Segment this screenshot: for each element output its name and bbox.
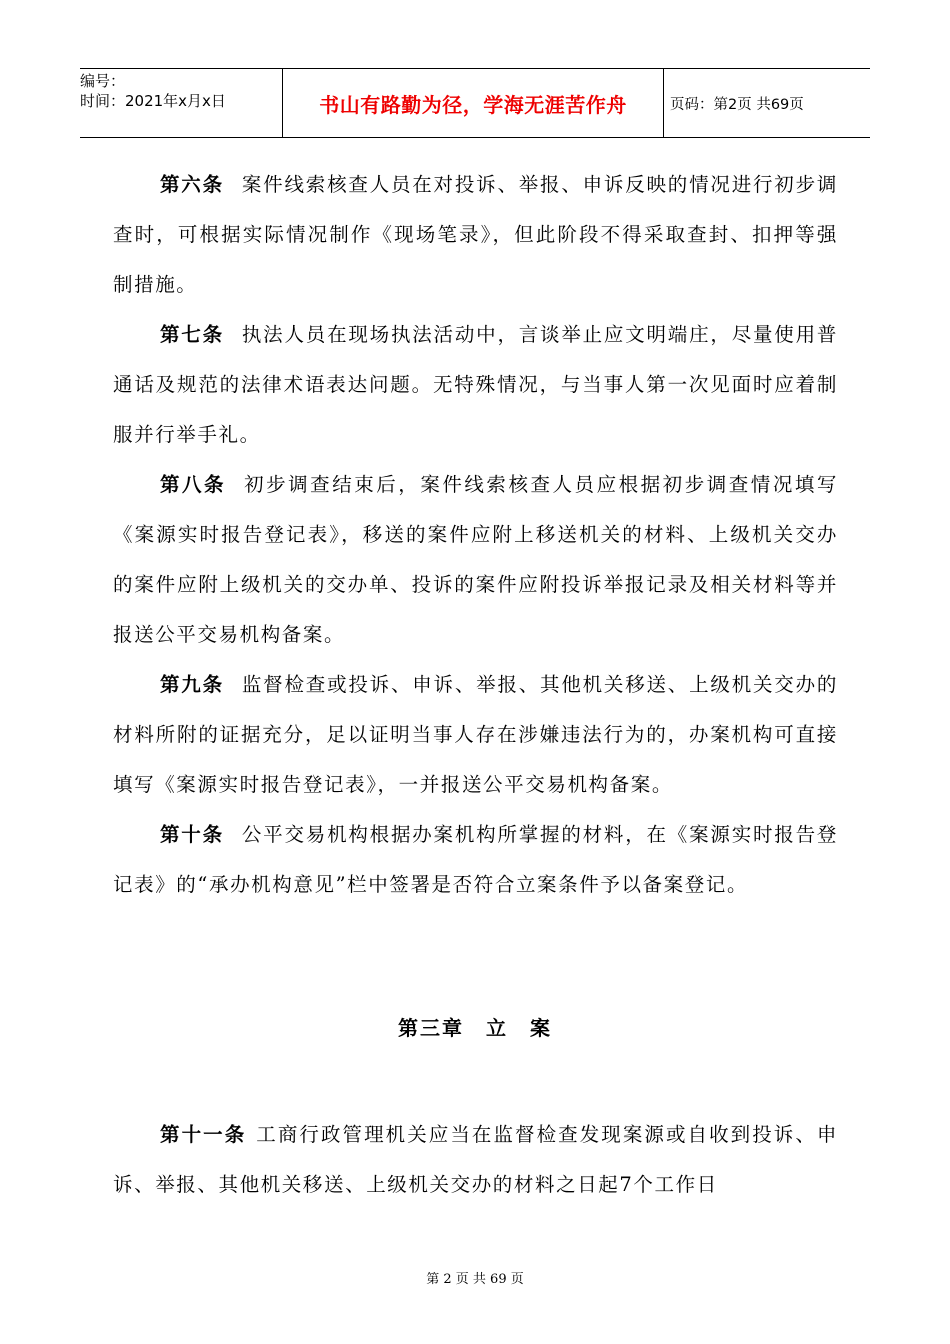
header-meta — [80, 69, 283, 137]
time-label: 时间：2021年x月x日 — [80, 92, 226, 110]
header-table — [80, 68, 870, 138]
header-motto-cell — [283, 69, 664, 137]
article-text: 执法人员在现场执法活动中，言谈举止应文明端庄，尽量使用普通话及规范的法律术语表达问题。无特殊情况，与当事人第一次见面时应着制服并行举手礼。 — [113, 323, 838, 446]
page-info: 页码：第2页 共69页 — [670, 96, 804, 113]
article — [113, 160, 838, 310]
chapter-title-2: 案 — [530, 1016, 552, 1040]
motto: 书山有路勤为径，学海无涯苦作舟 — [319, 92, 627, 117]
article — [113, 1110, 838, 1210]
article — [113, 310, 838, 460]
article-text: 工商行政管理机关应当在监督检查发现案源或自收到投诉、申诉、举报、其他机关移送、上级机关交办的材料之日起7个工作日 — [113, 1123, 839, 1196]
article-number: 第十一条 — [160, 1123, 247, 1146]
chapter-title-1: 立 — [486, 1016, 508, 1040]
article-number: 第九条 — [160, 673, 224, 696]
articles-section-2 — [113, 1110, 838, 1210]
article-number: 第六条 — [160, 173, 224, 196]
articles-section-1 — [113, 160, 838, 910]
article-number: 第七条 — [160, 323, 224, 346]
article — [113, 460, 838, 660]
chapter-number: 第三章 — [398, 1016, 464, 1040]
chapter-heading — [0, 1012, 950, 1041]
header-page-cell — [664, 69, 870, 137]
article — [113, 810, 838, 910]
article-number: 第八条 — [160, 473, 227, 496]
page-footer: 第 2 页 共 69 页 — [426, 1272, 524, 1287]
article-text: 初步调查结束后，案件线索核查人员应根据初步调查情况填写《案源实时报告登记表》，移送的案件应附上移送机关的材料、上级机关交办的案件应附上级机关的交办单、投诉的案件应附投诉举报记录及相关材料等并报送公平交易机构备案。 — [113, 473, 838, 646]
article — [113, 660, 838, 810]
article-text: 公平交易机构根据办案机构所掌握的材料，在《案源实时报告登记表》的“承办机构意见”栏中签署是否符合立案条件予以备案登记。 — [113, 823, 838, 896]
article-text: 案件线索核查人员在对投诉、举报、申诉反映的情况进行初步调查时，可根据实际情况制作《现场笔录》，但此阶段不得采取查封、扣押等强制措施。 — [113, 173, 838, 296]
number-label: 编号： — [80, 72, 126, 90]
article-number: 第十条 — [160, 823, 224, 846]
article-text: 监督检查或投诉、申诉、举报、其他机关移送、上级机关交办的材料所附的证据充分，足以证明当事人存在涉嫌违法行为的，办案机构可直接填写《案源实时报告登记表》，一并报送公平交易机构备案。 — [113, 673, 838, 796]
